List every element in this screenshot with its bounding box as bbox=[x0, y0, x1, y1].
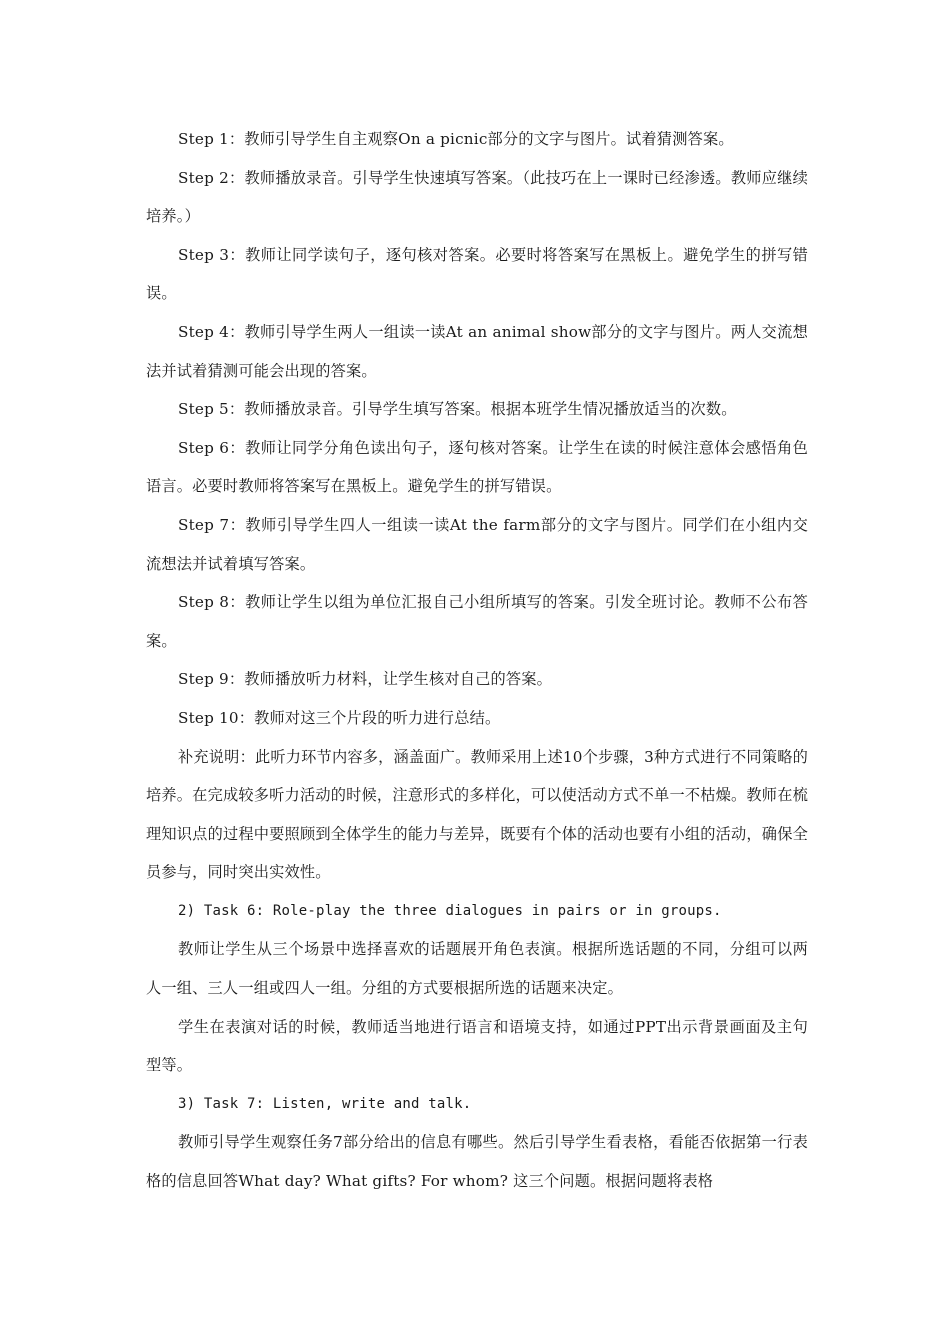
step-6-paragraph: Step 6：教师让同学分角色读出句子，逐句核对答案。让学生在读的时候注意体会感悟角色语言。必要时教师将答案写在黑板上。避免学生的拼写错误。 bbox=[146, 438, 808, 496]
step-10-paragraph: Step 10：教师对这三个片段的听力进行总结。 bbox=[178, 708, 501, 727]
step-4-paragraph: Step 4：教师引导学生两人一组读一读At an animal show部分的文字与图片。两人交流想法并试着猜测可能会出现的答案。 bbox=[146, 322, 808, 380]
task-6-instructions-paragraph: 教师让学生从三个场景中选择喜欢的话题展开角色表演。根据所选话题的不同，分组可以两人一组、三人一组或四人一组。分组的方式要根据所选的话题来决定。 bbox=[146, 940, 808, 998]
step-2-paragraph: Step 2：教师播放录音。引导学生快速填写答案。（此技巧在上一课时已经渗透。教师应继续培养。） bbox=[146, 168, 808, 226]
step-9-paragraph: Step 9：教师播放听力材料，让学生核对自己的答案。 bbox=[178, 670, 553, 689]
task-7-instructions-paragraph: 教师引导学生观察任务7部分给出的信息有哪些。然后引导学生看表格，看能否依据第一行表格的信息回答What day? What gifts? For whom? 这三个问题。根据问题将表格 bbox=[146, 1133, 808, 1191]
supplementary-note-paragraph: 补充说明：此听力环节内容多，涵盖面广。教师采用上述10个步骤，3种方式进行不同策略的培养。在完成较多听力活动的时候，注意形式的多样化，可以使活动方式不单一不枯燥。教师在梳理知识点的过程中要照顾到全体学生的能力与差异，既要有个体的活动也要有小组的活动，确保全员参与，同时突出实效性。 bbox=[146, 747, 808, 882]
task-6-heading: 2) Task 6: Role-play the three dialogues in pairs or in groups. bbox=[178, 902, 722, 919]
step-8-paragraph: Step 8：教师让学生以组为单位汇报自己小组所填写的答案。引发全班讨论。教师不公布答案。 bbox=[146, 593, 808, 650]
task-7-heading: 3) Task 7: Listen, write and talk. bbox=[178, 1095, 472, 1112]
document-body bbox=[146, 120, 808, 1201]
task-6-support-paragraph: 学生在表演对话的时候，教师适当地进行语言和语境支持，如通过PPT出示背景画面及主句型等。 bbox=[146, 1017, 808, 1075]
step-1-paragraph: Step 1：教师引导学生自主观察On a picnic部分的文字与图片。试着猜测答案。 bbox=[178, 130, 734, 148]
step-5-paragraph: Step 5：教师播放录音。引导学生填写答案。根据本班学生情况播放适当的次数。 bbox=[178, 400, 737, 419]
step-7-paragraph: Step 7：教师引导学生四人一组读一读At the farm部分的文字与图片。同学们在小组内交流想法并试着填写答案。 bbox=[146, 515, 808, 573]
step-3-paragraph: Step 3：教师让同学读句子，逐句核对答案。必要时将答案写在黑板上。避免学生的拼写错误。 bbox=[146, 245, 808, 303]
